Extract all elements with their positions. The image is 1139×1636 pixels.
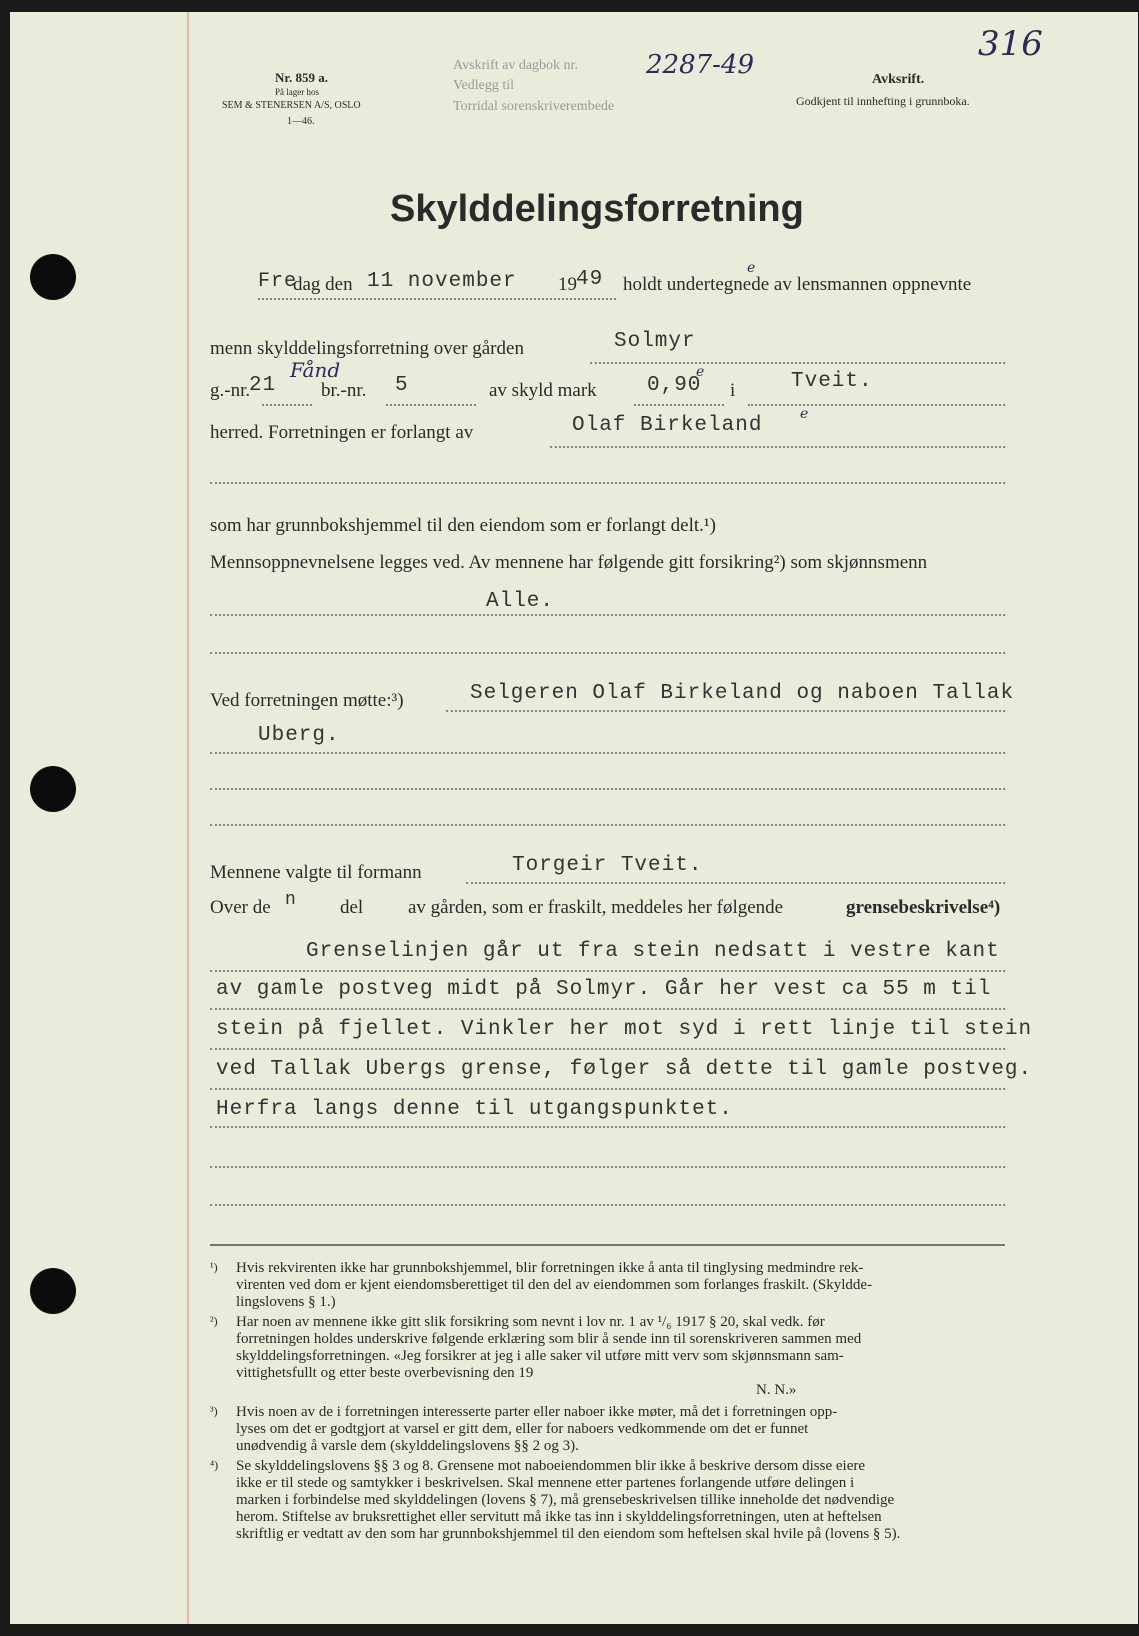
footnote-line: Se skylddelingslovens §§ 3 og 8. Grensene mot naboeiendommen blir ikke å beskrive dersom disse eiere xyxy=(236,1458,866,1474)
date-value: 11 november xyxy=(367,270,517,293)
held-correction: e xyxy=(747,260,756,276)
footnote-4-number: ⁴) xyxy=(210,1458,219,1472)
del-label: del xyxy=(340,897,364,918)
dotted-line xyxy=(466,882,1005,884)
grunnbok-text: som har grunnbokshjemmel til den eiendom som er forlangt delt.¹) xyxy=(210,515,716,536)
footnote-line: lyses om det er godtgjort at varsel er gitt dem, eller for naboers vedkommende om det er funnet xyxy=(236,1421,809,1437)
dotted-line xyxy=(210,1126,1005,1128)
dotted-line xyxy=(210,752,1005,754)
men-text: menn skylddelingsforretning over gården xyxy=(210,338,524,359)
dotted-line xyxy=(210,1166,1005,1168)
gnr-annotation: Fånd xyxy=(290,358,341,382)
page-number: 316 xyxy=(978,24,1043,64)
stamp-line-1: Avskrift av dagbok nr. xyxy=(453,58,578,73)
form-number: Nr. 859 a. xyxy=(275,70,328,85)
footnote-line: N. N.» xyxy=(756,1382,797,1398)
bnr-value: 5 xyxy=(395,374,409,397)
binder-hole-bottom xyxy=(30,1268,76,1314)
footnote-1 xyxy=(236,1260,872,1311)
boundary-line-3: stein på fjellet. Vinkler her mot syd i rett linje til stein xyxy=(216,1018,1033,1041)
skyld-correction: e xyxy=(696,364,705,380)
dotted-line xyxy=(258,298,616,300)
dotted-line xyxy=(210,1204,1005,1206)
dotted-line xyxy=(210,652,1005,654)
skyld-value: 0,90 xyxy=(647,374,702,397)
herred-value: Tveit. xyxy=(791,370,873,393)
dotted-line xyxy=(590,362,1005,364)
mote-label: Ved forretningen møtte:³) xyxy=(210,690,404,711)
bnr-label: br.-nr. xyxy=(321,380,367,401)
boundary-line-4: ved Tallak Ubergs grense, følger så dette til gamle postveg. xyxy=(216,1058,1033,1081)
dotted-line xyxy=(262,404,312,406)
avskrift-title: Avksrift. xyxy=(872,72,925,87)
footnote-line: skylddelingsforretningen. «Jeg forsikrer at jeg i alle saker vil utføre mitt verv som skjønnsmann sam- xyxy=(236,1348,844,1364)
skyld-label: av skyld mark xyxy=(489,380,597,401)
footnote-line: virenten ved dom er kjent eiendomsberettiget til den del av eiendommen som forlanges fraskilt. (Skyldde- xyxy=(236,1277,873,1293)
day-label: dag den xyxy=(293,274,353,295)
over-suffix: n xyxy=(285,890,297,910)
menn-text: Mennsoppnevnelsene legges ved. Av mennene har følgende gitt forsikring²) som skjønnsmenn xyxy=(210,552,928,573)
dotted-line xyxy=(210,824,1005,826)
requested-by: Olaf Birkeland xyxy=(572,414,763,437)
footnote-line: herom. Stiftelse av bruksrettighet eller servitutt må ikke tas inn i skylddelingsforretningen, uten at heftelsen xyxy=(236,1509,882,1525)
held-text: holdt undertegnede av lensmannen oppnevnte xyxy=(623,274,972,295)
footnote-line: unødvendig å varsle dem (skylddelingslovens §§ 2 og 3). xyxy=(236,1438,579,1454)
publisher-line-2: SEM & STENERSEN A/S, OSLO xyxy=(222,100,361,111)
footnote-line: marken i forbindelse med skylddelingen (lovens § 7), må grensebeskrivelsen tillike inneholde det nødvendige xyxy=(236,1492,895,1508)
footnote-line: Har noen av mennene ikke gitt slik forsikring som nevnt i lov nr. 1 av ¹/₆ 1917 § 20, skal vedk. før xyxy=(236,1314,825,1330)
boundary-line-2: av gamle postveg midt på Solmyr. Går her vest ca 55 m til xyxy=(216,978,992,1001)
dotted-line xyxy=(210,482,1005,484)
avskrift-subtitle: Godkjent til innhefting i grunnboka. xyxy=(796,94,970,108)
footnote-separator xyxy=(210,1244,1005,1246)
dotted-line xyxy=(748,404,1005,406)
binder-hole-middle xyxy=(30,766,76,812)
grense-label: grensebeskrivelse⁴) xyxy=(846,897,1001,918)
day-prefix: Fre xyxy=(258,270,298,293)
year-prefix: 19 xyxy=(558,274,577,295)
dotted-line xyxy=(210,1008,1005,1010)
footnote-3 xyxy=(236,1404,837,1455)
footnote-line: Hvis noen av de i forretningen interesserte parter eller naboer ikke møter, må det i forretningen opp- xyxy=(236,1404,838,1420)
dotted-line xyxy=(386,404,476,406)
binder-hole-top xyxy=(30,254,76,300)
margin-line xyxy=(187,12,189,1624)
dotted-line xyxy=(446,710,1005,712)
over-label: Over de xyxy=(210,897,271,918)
dotted-line xyxy=(210,614,1005,616)
dotted-line xyxy=(634,404,724,406)
publisher-line-1: På lager hos xyxy=(275,87,319,97)
document-page xyxy=(10,12,1138,1624)
dotted-line xyxy=(210,1088,1005,1090)
formann-value: Torgeir Tveit. xyxy=(512,854,703,877)
footnote-4 xyxy=(236,1458,900,1543)
gnr-value: 21 xyxy=(249,374,277,397)
mote-line-2: Uberg. xyxy=(258,724,340,747)
dotted-line xyxy=(210,788,1005,790)
over-rest: av gården, som er fraskilt, meddeles her følgende xyxy=(408,897,784,918)
footnote-2-number: ²) xyxy=(210,1314,218,1328)
footnote-line: Hvis rekvirenten ikke har grunnbokshjemmel, blir forretningen ikke å anta til tinglysing medmindre rek- xyxy=(236,1260,864,1276)
dotted-line xyxy=(210,1048,1005,1050)
mote-line-1: Selgeren Olaf Birkeland og naboen Tallak xyxy=(470,682,1015,705)
document-title: Skylddelingsforretning xyxy=(390,188,804,230)
stamp-line-2: Vedlegg til xyxy=(453,78,515,93)
footnote-line: ikke er til stede og samtykker i beskrivelsen. Skal mennene etter partenes forlangende utføre delingen i xyxy=(236,1475,855,1491)
forsikring-value: Alle. xyxy=(486,590,555,613)
farm-name: Solmyr xyxy=(614,330,696,353)
i-label: i xyxy=(730,380,736,401)
boundary-line-5: Herfra langs denne til utgangspunktet. xyxy=(216,1098,733,1121)
footnote-line: vittighetsfullt og etter beste overbevisning den 19 xyxy=(236,1365,534,1381)
dotted-line xyxy=(210,970,1005,972)
footnote-line: lingslovens § 1.) xyxy=(236,1294,336,1310)
gnr-label: g.-nr. xyxy=(210,380,251,401)
herred-text: herred. Forretningen er forlangt av xyxy=(210,422,474,443)
dotted-line xyxy=(550,446,1005,448)
footnote-line: forretningen holdes underskrive følgende erklæring som blir å sende inn til sorenskriveren sammen med xyxy=(236,1331,862,1347)
year-value: 49 xyxy=(576,268,604,291)
footnote-1-number: ¹) xyxy=(210,1260,218,1274)
boundary-line-1: Grenselinjen går ut fra stein nedsatt i vestre kant xyxy=(306,940,1000,963)
formann-label: Mennene valgte til formann xyxy=(210,862,422,883)
footnote-3-number: ³) xyxy=(210,1404,218,1418)
footnote-line: skriftlig er vedtatt av den som har grunnbokshjemmel til den eiendom som heftelsen skal hvile på (lovens § 5). xyxy=(236,1526,901,1542)
requested-correction: e xyxy=(800,406,809,422)
dagbok-number: 2287-49 xyxy=(646,50,755,80)
footnote-2 xyxy=(236,1314,861,1399)
stamp-line-3: Torridal sorenskriverembede xyxy=(453,99,615,114)
publisher-line-3: 1—46. xyxy=(287,116,315,127)
